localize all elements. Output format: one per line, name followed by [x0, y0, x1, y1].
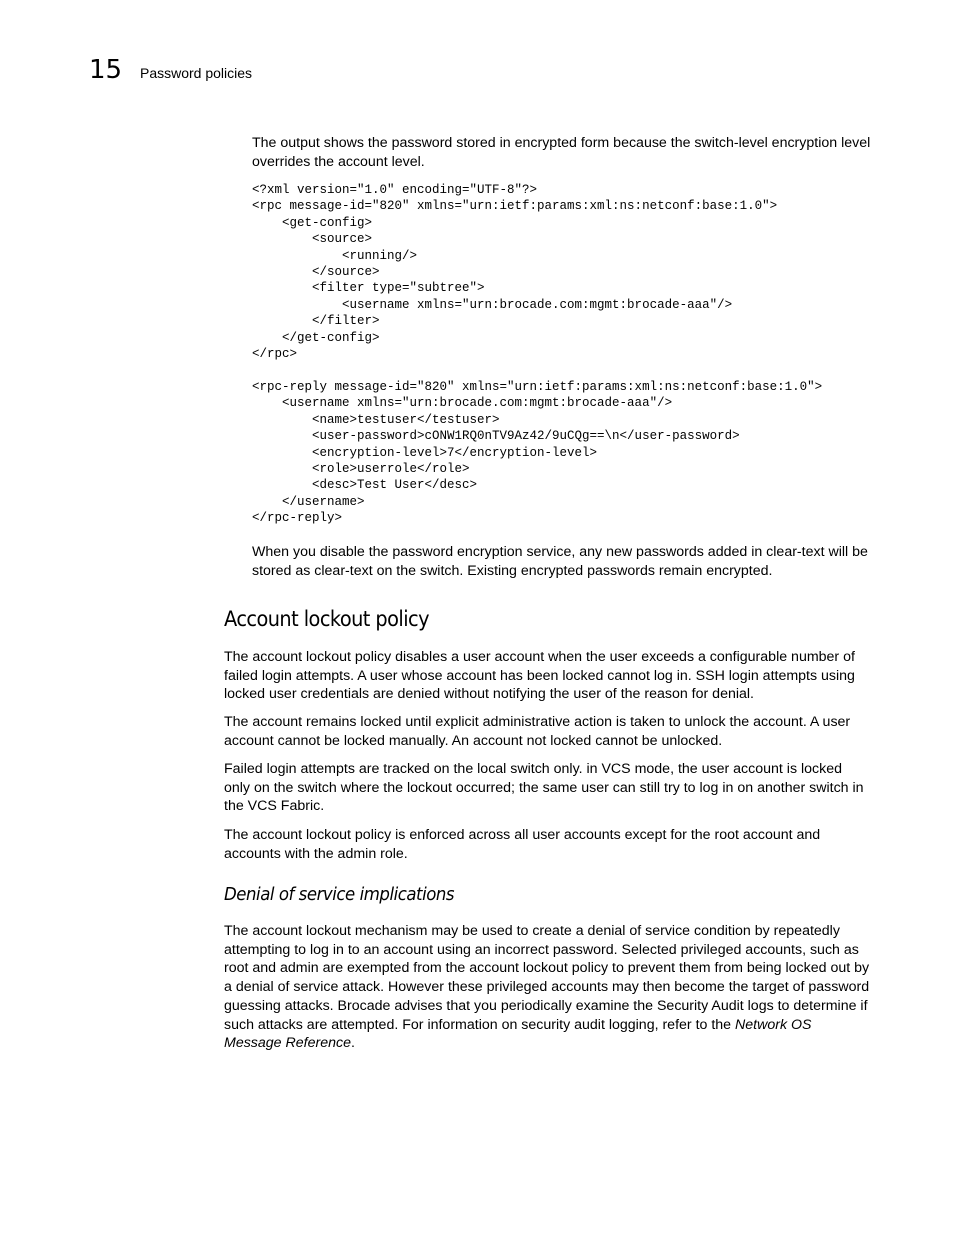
dos-paragraph-text: The account lockout mechanism may be used to create a denial of service condition by repeatedly attempting to log in to an account using an incorrect password. Selected privileged accounts, such as root and admin are exempted from the account lockout policy to prevent them from being locked out by a denial of service attack. However these privileged accounts may then become the target of password guessing attacks. Brocade advises that you periodically examine the Security Audit logs to determine if such attacks are attempted. For information on security audit logging, refer to the	[224, 923, 870, 1033]
lockout-paragraph-4: The account lockout policy is enforced across all user accounts except for the root account and accounts with the admin role.	[224, 827, 821, 862]
denial-of-service-heading: Denial of service implications	[224, 884, 455, 905]
xml-code-block: <?xml version="1.0" encoding="UTF-8"?> <rpc message-id="820" xmlns="urn:ietf:params:xml:ns:netconf:base:1.0"> <get-config> <source> <running/> </source> <filter type="subtree"> <username xmlns="urn:brocade.com:mgmt:brocade-aaa"/> </filter> </get-config> </rpc> <rpc-reply message-id="820" xmlns="urn:ietf:params:xml:ns:netconf:base:1.0"> <username xmlns="urn:brocade.com:mgmt:brocade-aaa"/> <name>testuser</testuser> <user-password>cONW1RQ0nTV9Az42/9uCQg==\n</user-password> <encryption-level>7</encryption-level> <role>userrole</role> <desc>Test User</desc> </username> </rpc-reply>	[252, 183, 823, 526]
chapter-number: 15	[89, 55, 123, 85]
account-lockout-heading: Account lockout policy	[224, 607, 429, 631]
intro-paragraph: The output shows the password stored in encrypted form because the switch-level encryption level overrides the account level.	[252, 135, 871, 170]
lockout-paragraph-3: Failed login attempts are tracked on the local switch only. in VCS mode, the user account is locked only on the switch where the lockout occurred; the same user can still try to log in on another switch in the VCS Fabric.	[224, 761, 864, 815]
disable-encryption-paragraph: When you disable the password encryption service, any new passwords added in clear-text will be stored as clear-text on the switch. Existing encrypted passwords remain encrypted.	[252, 544, 868, 579]
chapter-title: Password policies	[140, 65, 253, 81]
reference-document-title: Network OS Message Reference	[224, 1016, 812, 1052]
dos-paragraph-end: .	[350, 1035, 355, 1052]
lockout-paragraph-2: The account remains locked until explicit administrative action is taken to unlock the account. A user account cannot be locked manually. An account not locked cannot be unlocked.	[224, 714, 851, 749]
lockout-paragraph-1: The account lockout policy disables a user account when the user exceeds a configurable number of failed login attempts. A user whose account has been locked cannot log in. SSH login attempts using locked user credentials are denied without notifying the user of the reason for denial.	[224, 649, 855, 703]
denial-of-service-paragraph	[224, 922, 870, 1053]
